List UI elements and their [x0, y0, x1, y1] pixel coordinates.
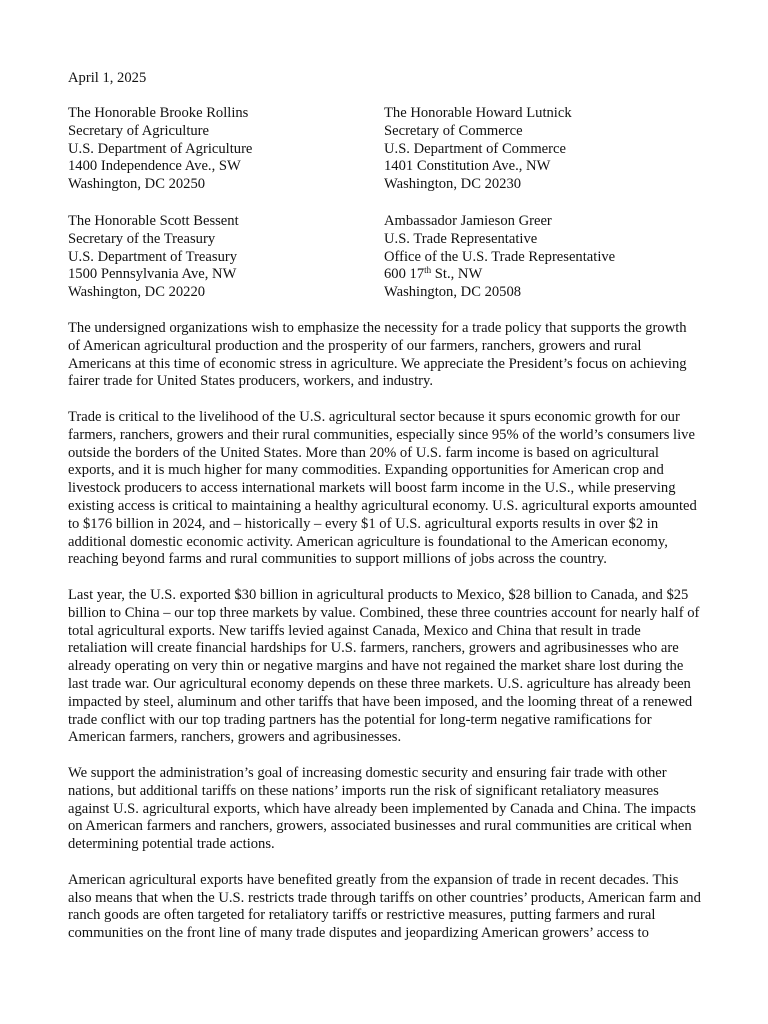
addressee-city: Washington, DC 20230: [384, 176, 522, 193]
body-paragraph-5: American agricultural exports have benefited greatly from the expansion of trade in recent decades. This also means that when the U.S. restricts trade through tariffs on other countries’ products, American farm and ranch goods are often targeted for retaliatory tariffs or restrictive measures, putting farmers and rural communities on the front line of many trade disputes and jeopardizing American growers’ access to: [68, 871, 701, 942]
addressee-org: Office of the U.S. Trade Representative: [384, 248, 616, 265]
letter-date: April 1, 2025: [68, 70, 147, 86]
body-paragraph-2: Trade is critical to the livelihood of the U.S. agricultural sector because it spurs economic growth for our farmers, ranchers, growers and their rural communities, especially since 95% of the world’s consumers live outside the borders of the United States. More than 20% of U.S. farm income is based on agricultural exports, and it is much higher for many commodities. Expanding opportunities for American crop and livestock producers to access international markets will boost farm income in the U.S., while preserving existing access is critical to maintaining a healthy agricultural economy. U.S. agricultural exports amounted to $176 billion in 2024, and – historically – every $1 of U.S. agricultural exports results in over $2 in additional domestic economic activity. American agriculture is foundational to the American economy, reaching beyond farms and rural communities to support millions of jobs across the country.: [68, 408, 697, 568]
body-paragraph-4: We support the administration’s goal of increasing domestic security and ensuring fair trade with other nations, but additional tariffs on these nations’ imports run the risk of significant retaliatory measures against U.S. agricultural exports, which have already been implemented by Canada and China. The impacts on American farmers and ranchers, growers, associated businesses and rural communities are critical when determining potential trade actions.: [68, 764, 696, 853]
addressee-org: U.S. Department of Agriculture: [68, 140, 253, 157]
addressee-name: The Honorable Brooke Rollins: [68, 105, 249, 121]
addressee-title: U.S. Trade Representative: [384, 230, 538, 247]
addressee-block-agriculture: [68, 105, 252, 194]
addressee-block-commerce: [384, 105, 572, 194]
addressee-name: The Honorable Howard Lutnick: [384, 105, 572, 121]
addressee-city: Washington, DC 20250: [68, 176, 206, 193]
addressee-title: Secretary of Commerce: [384, 122, 523, 139]
street-name: St., NW: [431, 266, 483, 283]
addressee-street: 1401 Constitution Ave., NW: [384, 158, 551, 175]
addressee-block-ustr: [384, 213, 615, 302]
addressee-name: The Honorable Scott Bessent: [68, 213, 239, 229]
addressee-street: 1400 Independence Ave., SW: [68, 158, 241, 175]
body-paragraph-3: Last year, the U.S. exported $30 billion in agricultural products to Mexico, $28 billion to Canada, and $25 billion to China – our top three markets by value. Combined, these three countries account for nearly half of total agricultural exports. New tariffs levied against Canada, Mexico and China that result in trade retaliation will create financial hardships for U.S. farmers, ranchers, growers and agribusinesses who are already operating on very thin or negative margins and have not regained the market share lost during the last trade war. Our agricultural economy depends on these three markets. U.S. agriculture has already been impacted by steel, aluminum and other tariffs that have been imposed, and the looming threat of a renewed trade conflict with our top trading partners has the potential for long-term negative ramifications for American farmers, ranchers, growers and agribusinesses.: [68, 586, 700, 746]
body-paragraph-1: The undersigned organizations wish to emphasize the necessity for a trade policy that supports the growth of American agricultural production and the prosperity of our farmers, ranchers, growers and rural Americans at this time of economic stress in agriculture. We appreciate the President’s focus on achieving fairer trade for United States producers, workers, and industry.: [68, 320, 687, 390]
addressee-title: Secretary of the Treasury: [68, 230, 216, 247]
addressee-org: U.S. Department of Commerce: [384, 140, 566, 157]
addressee-name: Ambassador Jamieson Greer: [384, 213, 552, 229]
addressee-street: [384, 266, 615, 284]
addressee-org: U.S. Department of Treasury: [68, 248, 238, 265]
street-number: 600 17: [384, 266, 425, 283]
street-ordinal-suffix: th: [424, 265, 432, 276]
addressee-city: Washington, DC 20220: [68, 284, 206, 301]
addressee-block-treasury: [68, 213, 239, 302]
addressee-title: Secretary of Agriculture: [68, 122, 210, 139]
addressee-city: Washington, DC 20508: [384, 284, 522, 301]
addressee-street: 1500 Pennsylvania Ave, NW: [68, 266, 237, 283]
letter-body: [68, 320, 702, 961]
